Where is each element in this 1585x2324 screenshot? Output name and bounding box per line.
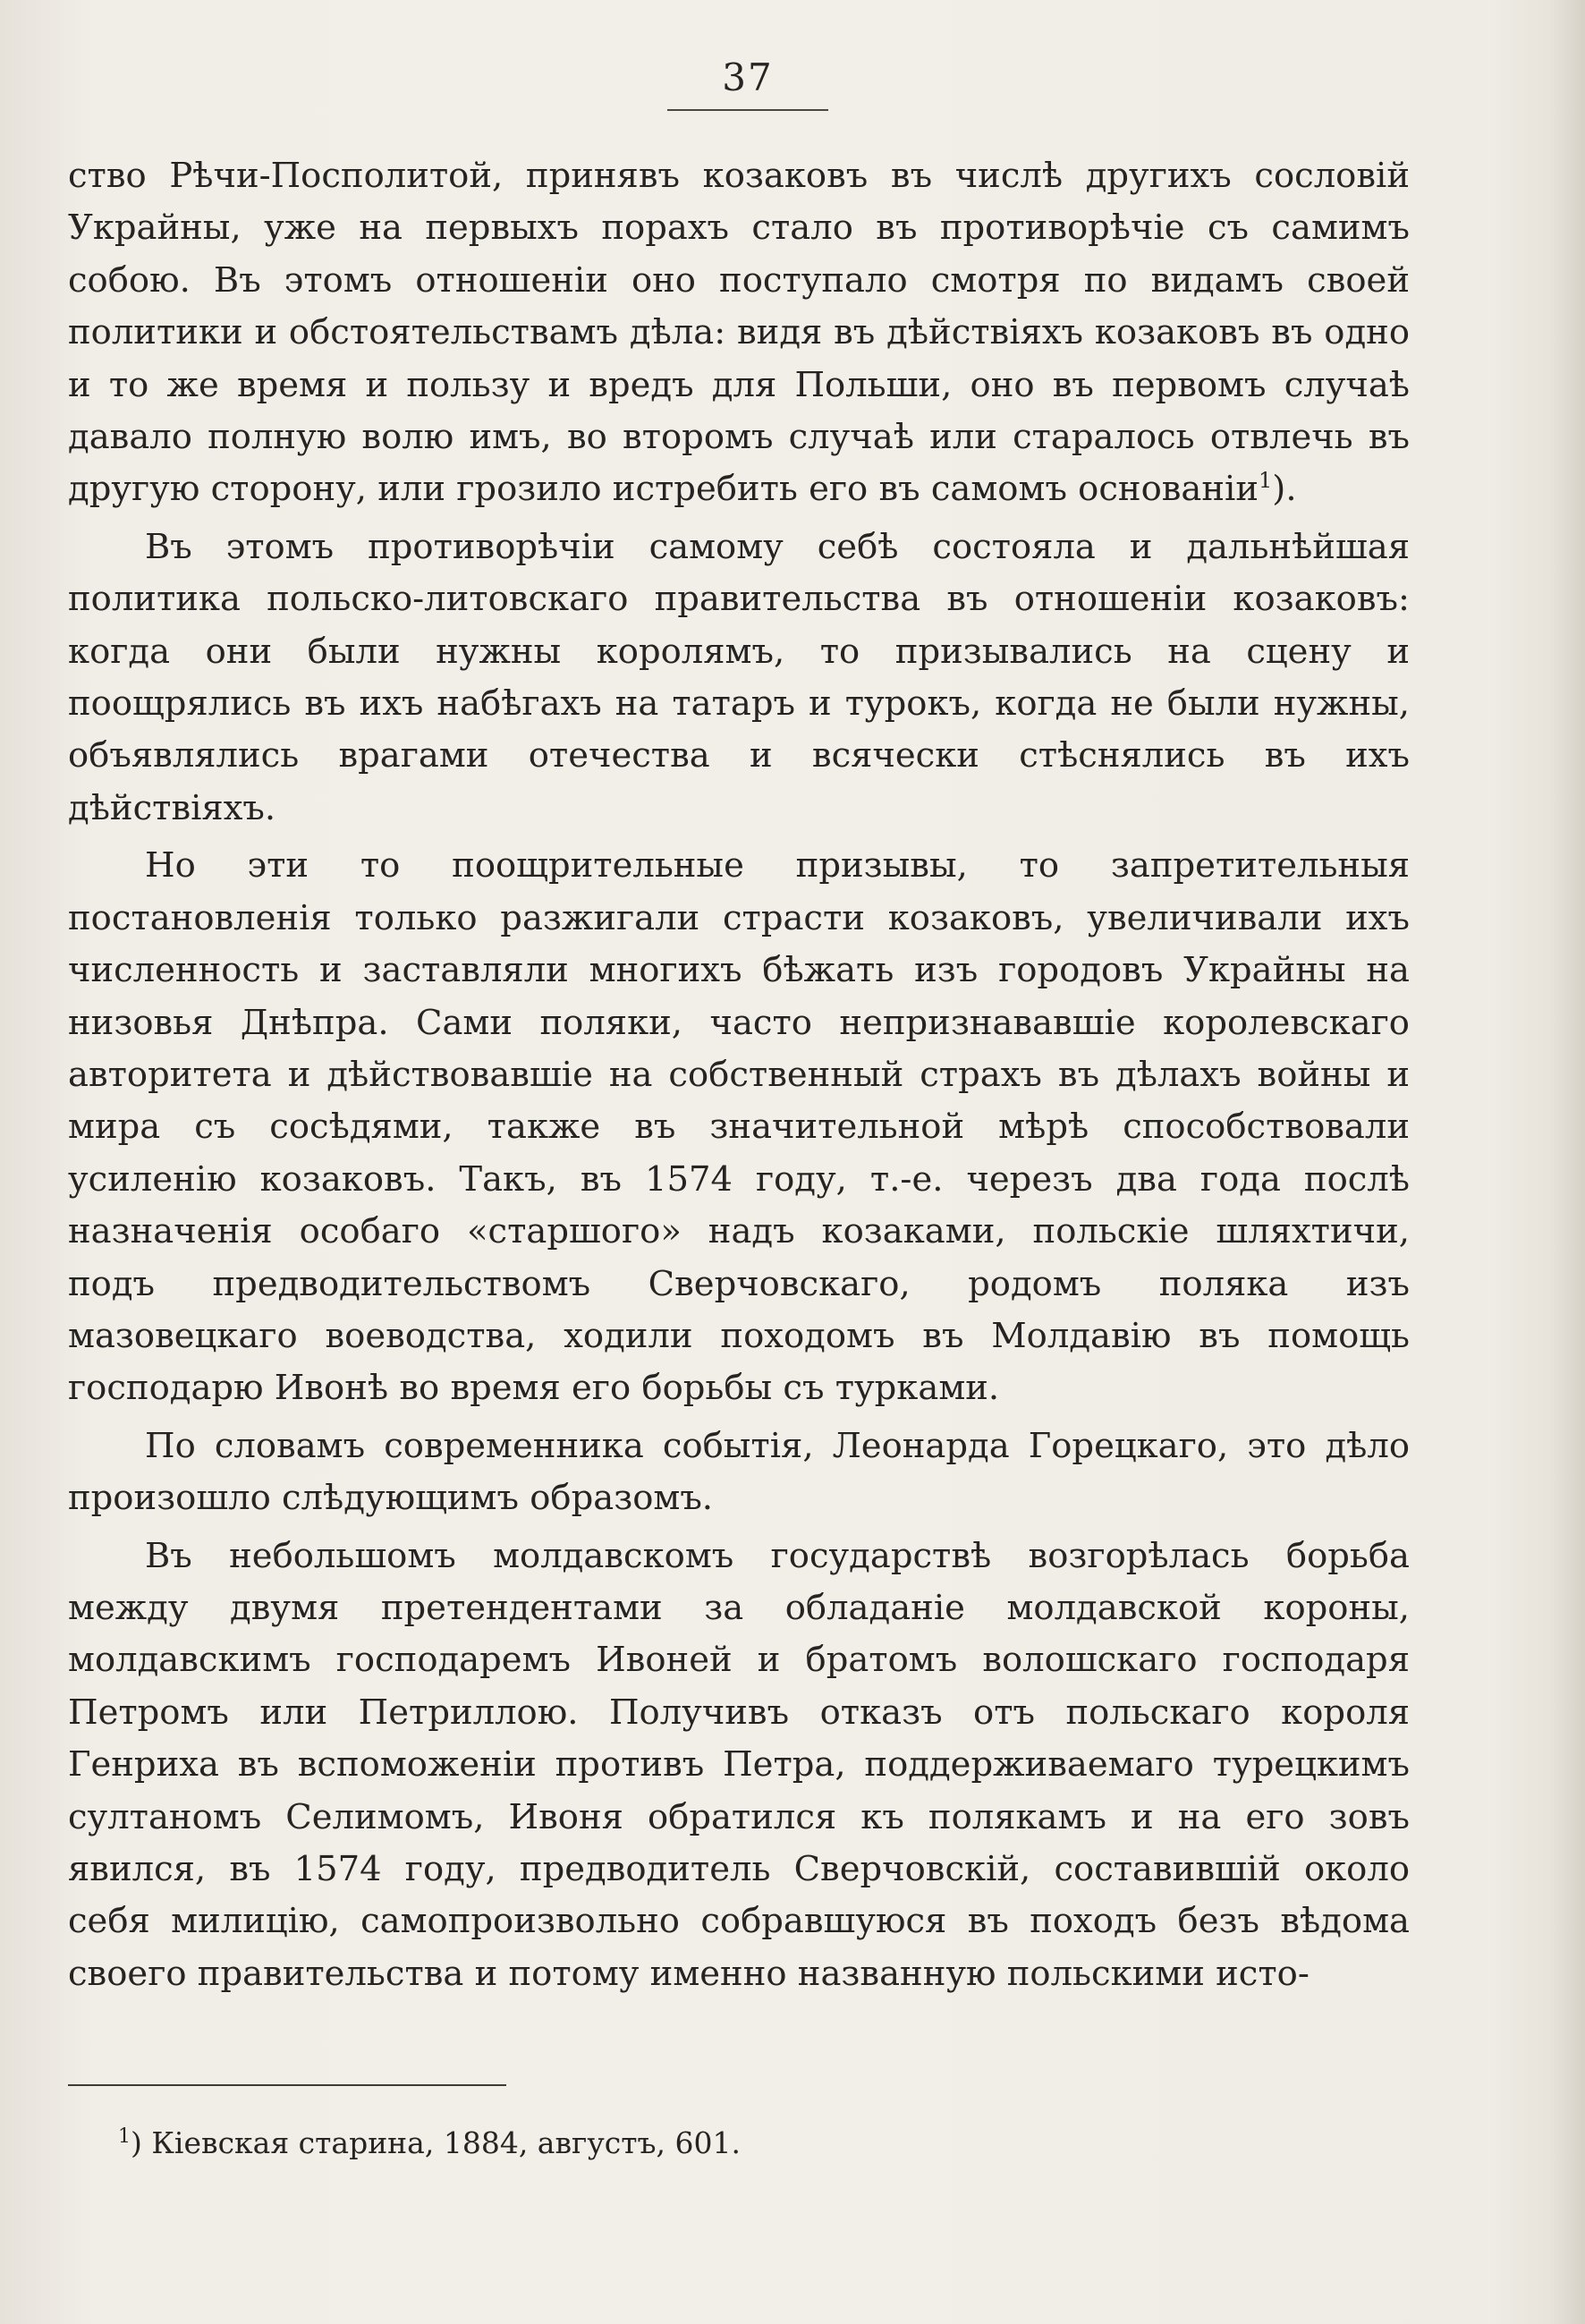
- paragraph-2: Въ этомъ противорѣчіи самому себѣ состояла и дальнѣйшая политика польско-литовскаго правительства въ отношеніи козаковъ: когда они были нужны королямъ, то призывались на сцену и поощрялись въ ихъ набѣгахъ на татаръ и турокъ, когда не были нужны, объявлялись врагами отечества и всячески стѣснялись въ ихъ дѣйствіяхъ.: [68, 526, 1410, 828]
- page-number: 37: [722, 55, 774, 99]
- page-edge-shadow: [1549, 0, 1585, 2324]
- paragraph-5: Въ небольшомъ молдавскомъ государствѣ возгорѣлась борьба между двумя претендентами за обладаніе молдавской короны, молдавскимъ господаремъ Ивоней и братомъ волошскаго господаря Петромъ или Петриллою. Получивъ отказъ отъ польскаго короля Генриха въ вспоможеніи противъ Петра, поддерживаемаго турецкимъ султаномъ Селимомъ, Ивоня обратился къ полякамъ и на его зовъ явился, въ 1574 году, предводитель Сверчовскій, составившій около себя милицію, самопроизвольно собравшуюся въ походъ безъ вѣдома своего правительства и потому именно названную польскими исто-: [68, 1535, 1410, 1994]
- paragraph-4: По словамъ современника событія, Леонарда Горецкаго, это дѣло произошло слѣдующимъ образомъ.: [68, 1425, 1410, 1519]
- footnote-reference[interactable]: 1: [1259, 468, 1273, 494]
- footnote-text: ) Кіевская старина, 1884, августъ, 601.: [131, 2125, 741, 2160]
- paragraph-1-text: ство Рѣчи-Посполитой, принявъ козаковъ въ числѣ другихъ сословій Украйны, уже на первыхъ порахъ стало въ противорѣчіе съ самимъ собою. Въ этомъ отношеніи оно поступало смотря по видамъ своей политики и обстоятельствамъ дѣла: видя въ дѣйствіяхъ козаковъ въ одно и то же время и пользу и вредъ для Польши, оно въ первомъ случаѣ давало полную волю имъ, во второмъ случаѣ или старалось отвлечь въ другую сторону, или грозило истребить его въ самомъ основаніи: [68, 156, 1410, 510]
- footnote: [118, 2122, 1281, 2165]
- paragraph-3: Но эти то поощрительные призывы, то запретительныя постановленія только разжигали страсти козаковъ, увеличивали ихъ численность и заставляли многихъ бѣжать изъ городовъ Украйны на низовья Днѣпра. Сами поляки, часто непризнававшіе королевскаго авторитета и дѣйствовавшіе на собственный страхъ въ дѣлахъ войны и мира съ сосѣдями, также въ значительной мѣрѣ способствовали усиленію козаковъ. Такъ, въ 1574 году, т.-е. черезъ два года послѣ назначенія особаго «старшого» надъ козаками, польскіе шляхтичи, подъ предводительствомъ Сверчовскаго, родомъ поляка изъ мазовецкаго воеводства, ходили походомъ въ Молдавію въ помощь господарю Ивонѣ во время его борьбы съ турками.: [68, 845, 1410, 1409]
- footnote-mark: 1: [118, 2125, 131, 2148]
- header-rule: [667, 109, 828, 111]
- paragraph-1: [68, 150, 1410, 516]
- footnote-divider: [68, 2084, 506, 2086]
- paragraph-1-tail: ).: [1272, 469, 1297, 510]
- main-text: [68, 150, 1410, 2006]
